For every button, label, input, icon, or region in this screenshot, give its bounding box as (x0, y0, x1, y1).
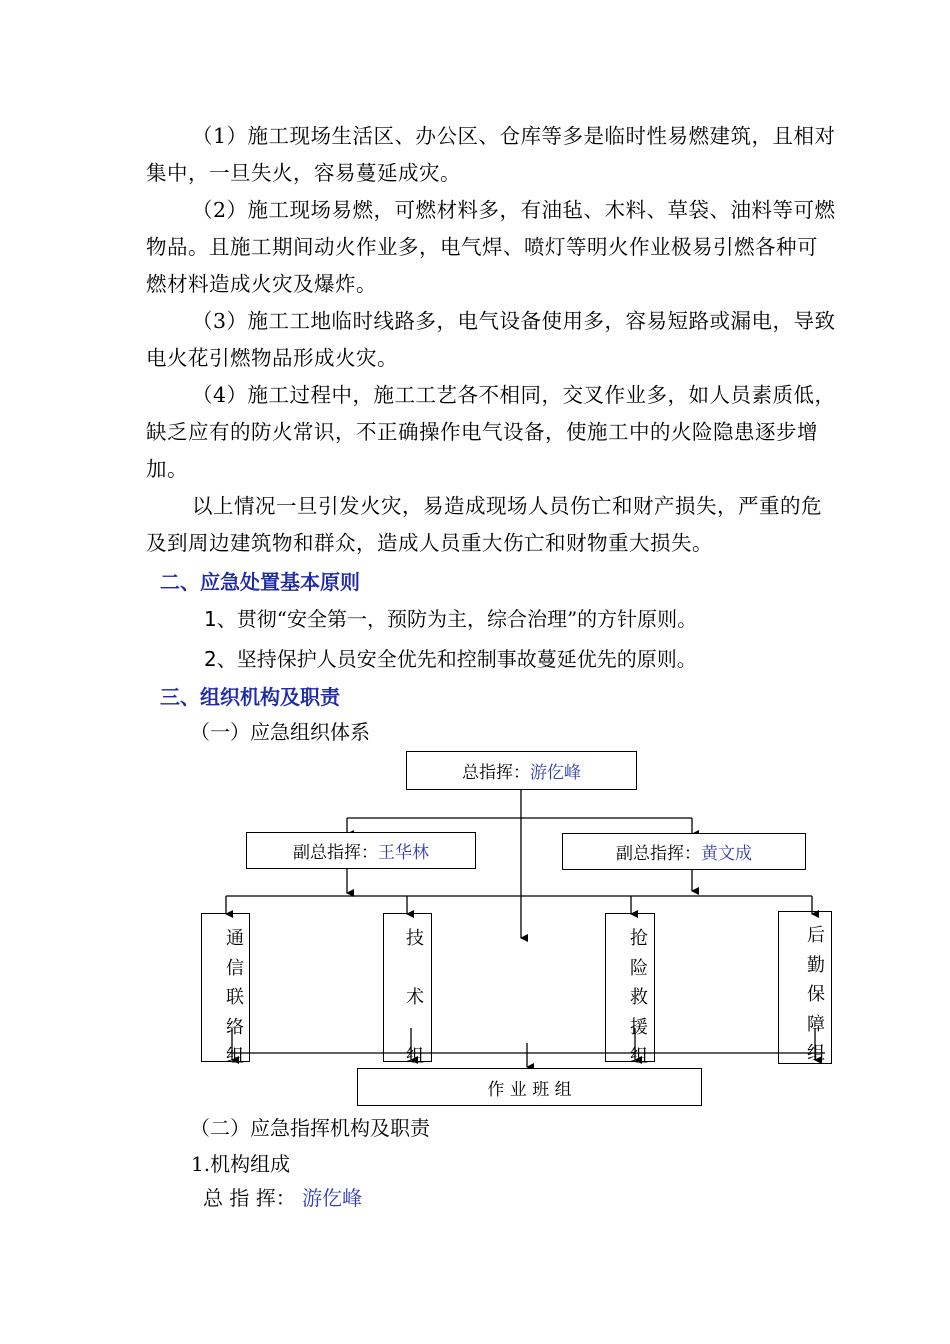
paragraph-2: （2）施工现场易燃，可燃材料多，有油毡、木料、草袋、油料等可燃物品。且施工期间动火作业多，电气焊、喷灯等明火作业极易引燃各种可燃材料造成火灾及爆炸。 (146, 198, 836, 296)
org-deputy-right-box: 副总指挥： 黄文成 (562, 833, 806, 870)
org-group-communication: 通 信 联 络 组 (201, 913, 250, 1062)
org-work-team-box: 作 业 班 组 (357, 1068, 702, 1106)
principle-item-2: 2、坚持保护人员安全优先和控制事故蔓延优先的原则。 (204, 647, 697, 671)
paragraph-5: 以上情况一旦引发火灾，易造成现场人员伤亡和财产损失，严重的危及到周边建筑物和群众，造成人员重大伤亡和财物重大损失。 (146, 494, 822, 555)
org-group-logistics: 后 勤 保 障 组 (778, 911, 832, 1064)
principle-item-1: 1、贯彻“安全第一，预防为主，综合治理”的方针原则。 (204, 607, 698, 631)
paragraph-4: （4）施工过程中，施工工艺各不相同，交叉作业多，如人员素质低，缺乏应有的防火常识，不正确操作电气设备，使施工中的火险隐患逐步增加。 (146, 383, 836, 481)
paragraph-1: （1）施工现场生活区、办公区、仓库等多是临时性易燃建筑，且相对集中，一旦失火，容易蔓延成灾。 (146, 124, 836, 185)
item-org-composition: 1.机构组成 (191, 1152, 291, 1176)
section-heading-principles: 二、应急处置基本原则 (160, 570, 360, 594)
org-deputy-left-box: 副总指挥： 王华林 (246, 832, 476, 869)
org-commander-box: 总指挥： 游仡峰 (406, 751, 637, 790)
section-heading-organization: 三、组织机构及职责 (160, 685, 340, 709)
commander-line: 总 指 挥： 游仡峰 (203, 1186, 363, 1210)
org-group-technical: 技 术 组 (383, 913, 432, 1062)
subheading-command-structure: （二）应急指挥机构及职责 (190, 1116, 430, 1140)
org-group-rescue: 抢 险 救 援 组 (605, 913, 655, 1062)
subheading-org-system: （一）应急组织体系 (190, 720, 370, 744)
paragraph-3: （3）施工工地临时线路多，电气设备使用多，容易短路或漏电，导致电火花引燃物品形成火灾。 (146, 309, 836, 370)
